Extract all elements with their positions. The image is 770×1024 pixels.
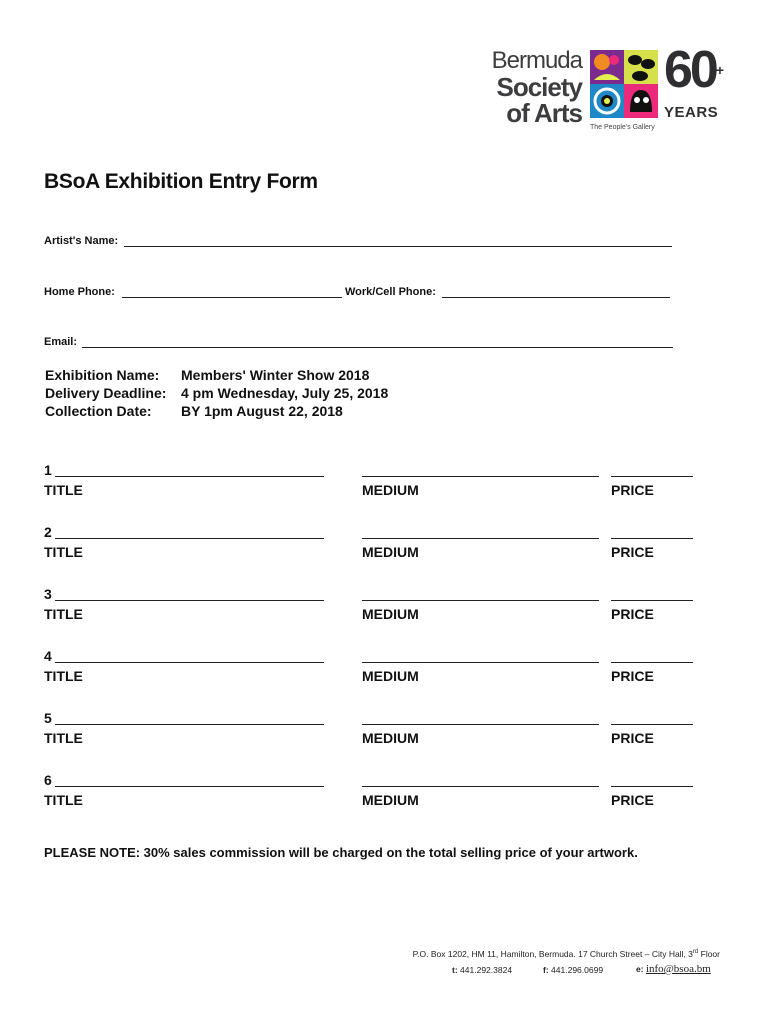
anniversary-plus: + [715,62,725,78]
artist-name-label: Artist's Name: [44,235,119,247]
entry-number: 2 [44,524,52,540]
logo-art-tiles [590,50,658,118]
entry-price-label: PRICE [611,544,654,560]
entry-title-label: TITLE [44,544,83,560]
home-phone-label: Home Phone: [44,286,115,298]
entry-title-label: TITLE [44,668,83,684]
form-title: BSoA Exhibition Entry Form [44,170,318,193]
logo-tile-yellow [624,50,658,84]
email-field[interactable] [82,337,673,348]
footer-phone: t: 441.292.3824 [452,965,513,975]
entry-number: 3 [44,586,52,602]
entry-number: 6 [44,772,52,788]
anniversary-number: 60+ [664,41,725,99]
delivery-deadline-label: Delivery Deadline: [45,385,167,401]
entry-medium-field[interactable] [362,776,599,787]
entry-title-label: TITLE [44,482,83,498]
entry-price-label: PRICE [611,482,654,498]
footer-address: P.O. Box 1202, HM 11, Hamilton, Bermuda. 17 Church Street – City Hall, 3rd Floor [412,949,720,959]
entry-title-field[interactable] [55,590,324,601]
entry-price-field[interactable] [611,590,693,601]
exhibition-name-label: Exhibition Name: [45,367,160,383]
entry-medium-label: MEDIUM [362,482,419,498]
delivery-deadline-value: 4 pm Wednesday, July 25, 2018 [181,385,389,401]
logo-line-1: Bermuda [491,47,582,74]
commission-note: PLEASE NOTE: 30% sales commission will be charged on the total selling price of your artwork. [44,845,638,860]
entry-number: 4 [44,648,52,664]
entry-price-field[interactable] [611,776,693,787]
footer-fax: f: 441.296.0699 [543,965,604,975]
entry-price-label: PRICE [611,730,654,746]
entry-title-label: TITLE [44,730,83,746]
anniversary-word: YEARS [664,104,719,121]
email-label: Email: [44,336,78,348]
entry-medium-label: MEDIUM [362,544,419,560]
entry-medium-field[interactable] [362,590,599,601]
home-phone-field[interactable] [122,287,342,298]
collection-date-value: BY 1pm August 22, 2018 [181,403,343,419]
entry-price-label: PRICE [611,792,654,808]
entry-price-field[interactable] [611,652,693,663]
entry-title-field[interactable] [55,714,324,725]
entry-medium-label: MEDIUM [362,668,419,684]
entry-price-field[interactable] [611,466,693,477]
artist-name-field[interactable] [124,236,672,247]
logo-tile-blue [590,84,624,118]
entry-medium-field[interactable] [362,466,599,477]
entry-title-label: TITLE [44,606,83,622]
entry-title-field[interactable] [55,652,324,663]
entry-price-field[interactable] [611,714,693,725]
entry-title-field[interactable] [55,528,324,539]
logo-tile-purple [590,50,624,84]
exhibition-info [45,366,388,420]
work-phone-label: Work/Cell Phone: [345,286,436,298]
entry-medium-label: MEDIUM [362,606,419,622]
entry-title-field[interactable] [55,776,324,787]
logo-tagline: The People's Gallery [590,124,655,131]
entry-medium-field[interactable] [362,528,599,539]
entry-price-label: PRICE [611,606,654,622]
exhibition-name-value: Members' Winter Show 2018 [181,367,370,383]
entry-medium-field[interactable] [362,652,599,663]
entry-number: 1 [44,462,52,478]
collection-date-label: Collection Date: [45,403,152,419]
entry-price-field[interactable] [611,528,693,539]
footer-email-link[interactable]: info@bsoa.bm [645,963,711,975]
logo-wordmark [492,48,582,126]
entry-title-field[interactable] [55,466,324,477]
logo-tile-pink [624,84,658,118]
entry-title-label: TITLE [44,792,83,808]
footer-email: e: info@bsoa.bm [636,963,711,975]
logo-line-3: of Arts [506,98,582,128]
logo-line-2: Society [496,72,582,102]
work-phone-field[interactable] [442,287,670,298]
entry-price-label: PRICE [611,668,654,684]
entry-medium-label: MEDIUM [362,730,419,746]
entry-medium-label: MEDIUM [362,792,419,808]
entry-medium-field[interactable] [362,714,599,725]
entry-number: 5 [44,710,52,726]
